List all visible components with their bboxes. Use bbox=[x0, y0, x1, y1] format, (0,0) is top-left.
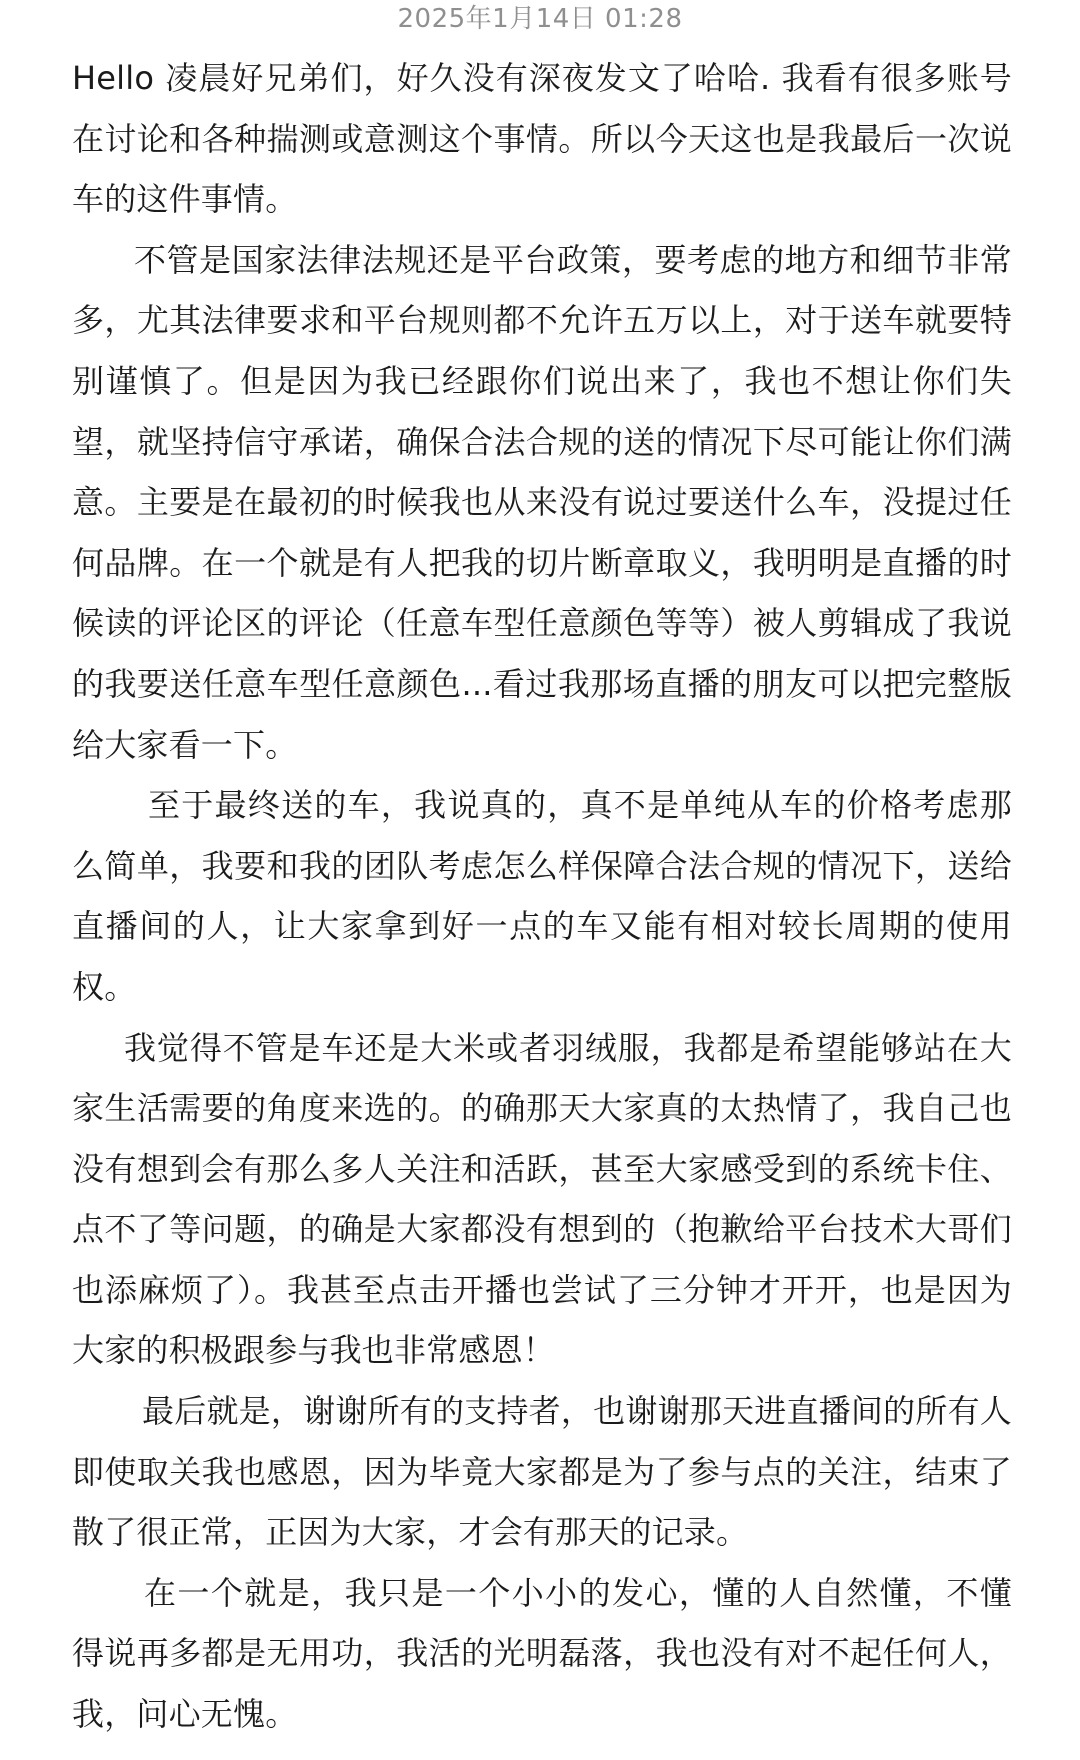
paragraph-closing: 在一个就是，我只是一个小小的发心，懂的人自然懂，不懂得说再多都是无用功，我活的光明磊落，我也没有对不起任何人，我，问心无愧。 bbox=[72, 1573, 1012, 1734]
paragraph-thanks: 最后就是，谢谢所有的支持者，也谢谢那天进直播间的所有人即使取关我也感恩，因为毕竟大家都是为了参与点的关注，结束了散了很正常，正因为大家，才会有那天的记录。 bbox=[72, 1392, 1012, 1552]
paragraph-choice-reason: 我觉得不管是车还是大米或者羽绒服，我都是希望能够站在大家生活需要的角度来选的。的确那天大家真的太热情了，我自己也没有想到会有那么多人关注和活跃，甚至大家感受到的系统卡住、点不了等问题，的确是大家都没有想到的（抱歉给平台技术大哥们也添麻烦了）。我甚至点击开播也尝试了三分钟才开开，也是因为大家的积极跟参与我也非常感恩！ bbox=[72, 1028, 1012, 1370]
note-timestamp: 2025年1月14日 01:28 bbox=[397, 4, 683, 34]
paragraph-final-car: 至于最终送的车，我说真的，真不是单纯从车的价格考虑那么简单，我要和我的团队考虑怎么样保障合法合规的情况下，送给直播间的人，让大家拿到好一点的车又能有相对较长周期的使用权。 bbox=[72, 786, 1012, 1006]
note-body bbox=[72, 48, 1012, 1745]
paragraph-intro: Hello 凌晨好兄弟们，好久没有深夜发文了哈哈. 我看有很多账号在讨论和各种揣测或意测这个事情。所以今天这也是我最后一次说车的这件事情。 bbox=[72, 59, 1012, 219]
paragraph-car-policy: 不管是国家法律法规还是平台政策，要考虑的地方和细节非常多，尤其法律要求和平台规则都不允许五万以上，对于送车就要特别谨慎了。但是因为我已经跟你们说出来了，我也不想让你们失望，就坚持信守承诺，确保合法合规的送的情况下尽可能让你们满意。主要是在最初的时候我也从来没有说过要送什么车，没提过任何品牌。在一个就是有人把我的切片断章取义，我明明是直播的时候读的评论区的评论（任意车型任意颜色等等）被人剪辑成了我说的我要送任意车型任意颜色...看过我那场直播的朋友可以把完整版给大家看一下。 bbox=[72, 240, 1012, 764]
